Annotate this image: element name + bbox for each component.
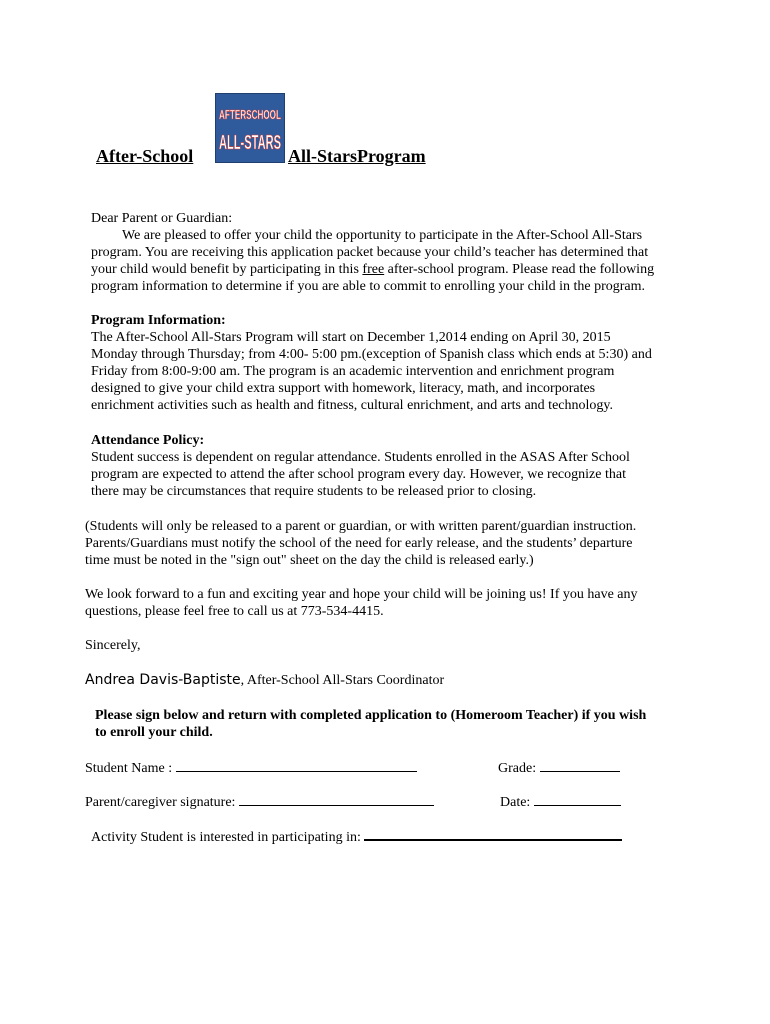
activity-row [91, 827, 622, 846]
intro-line: program information to determine if you are able to commit to enrolling your child in the program. [91, 279, 646, 294]
attendance-line: Student success is dependent on regular attendance. Students enrolled in the ASAS After School [91, 450, 630, 465]
logo-text-bottom: ALL-STARS [219, 132, 281, 154]
release-line: time must be noted in the "sign out" sheet on the day the child is released early.) [85, 553, 534, 568]
free-word: free [362, 262, 385, 277]
date-field[interactable] [534, 793, 621, 806]
intro-text: after-school program. Please read the following [384, 262, 655, 277]
program-line: Monday through Thursday; from 4:00- 5:00 pm.(exception of Spanish class which ends at 5:30) and [91, 347, 652, 362]
salutation: Dear Parent or Guardian: [91, 211, 233, 226]
student-name-row [85, 759, 417, 777]
title-right: All-StarsProgram [288, 146, 426, 166]
release-line: Parents/Guardians must notify the school of the need for early release, and the students’ departure [85, 536, 633, 551]
parent-signature-row [85, 793, 434, 811]
grade-row [498, 759, 620, 777]
program-line: Friday from 8:00-9:00 am. The program is an academic intervention and enrichment program [91, 364, 615, 379]
grade-field[interactable] [540, 759, 620, 772]
sign-instructions [95, 707, 715, 741]
intro-text: your child would benefit by participating in this [91, 262, 363, 277]
program-line: enrichment activities such as health and fitness, cultural enrichment, and arts and technology. [91, 398, 613, 413]
activity-field[interactable] [364, 827, 622, 841]
parent-signature-label: Parent/caregiver signature: [85, 795, 239, 810]
release-note [85, 518, 725, 569]
signer-title: , After-School All-Stars Coordinator [240, 673, 445, 688]
instruction-line: Please sign below and return with completed application to (Homeroom Teacher) if you wish [95, 708, 647, 723]
program-line: The After-School All-Stars Program will start on December 1,2014 ending on April 30, 2015 [91, 330, 611, 345]
signature-line [85, 671, 444, 689]
signer-name: Andrea Davis-Baptiste [85, 672, 241, 688]
logo-text-top: AFTERSCHOOL [219, 107, 282, 122]
closing [85, 586, 725, 620]
program-information [91, 312, 711, 414]
activity-label: Activity Student is interested in participating in: [91, 830, 365, 845]
instruction-line: to enroll your child. [95, 725, 213, 740]
student-name-field[interactable] [176, 759, 417, 772]
date-label: Date: [500, 795, 534, 810]
attendance-line: there may be circumstances that require students to be released prior to closing. [91, 484, 537, 499]
program-line: designed to give your child extra support with homework, literacy, math, and incorporates [91, 381, 596, 396]
letter-intro [91, 210, 711, 295]
student-name-label: Student Name : [85, 761, 176, 776]
parent-signature-field[interactable] [239, 793, 434, 806]
attendance-line: program are expected to attend the after school program every day. However, we recognize that [91, 467, 626, 482]
program-heading: Program Information: [91, 313, 226, 328]
grade-label: Grade: [498, 761, 540, 776]
closing-line: We look forward to a fun and exciting year and hope your child will be joining us! If you have any [85, 587, 638, 602]
sincerely: Sincerely, [85, 638, 141, 653]
after-school-all-stars-logo [215, 93, 285, 163]
title-left: After-School [96, 146, 194, 166]
attendance-policy [91, 432, 711, 500]
date-row [500, 793, 621, 811]
attendance-heading: Attendance Policy: [91, 433, 205, 448]
intro-line: program. You are receiving this application packet because your child’s teacher has determined that [91, 245, 649, 260]
intro-line: We are pleased to offer your child the opportunity to participate in the After-School All-Stars [122, 228, 643, 243]
release-line: (Students will only be released to a parent or guardian, or with written parent/guardian instruction. [85, 519, 637, 534]
intro-line [91, 261, 711, 278]
closing-line: questions, please feel free to call us at 773-534-4415. [85, 604, 384, 619]
